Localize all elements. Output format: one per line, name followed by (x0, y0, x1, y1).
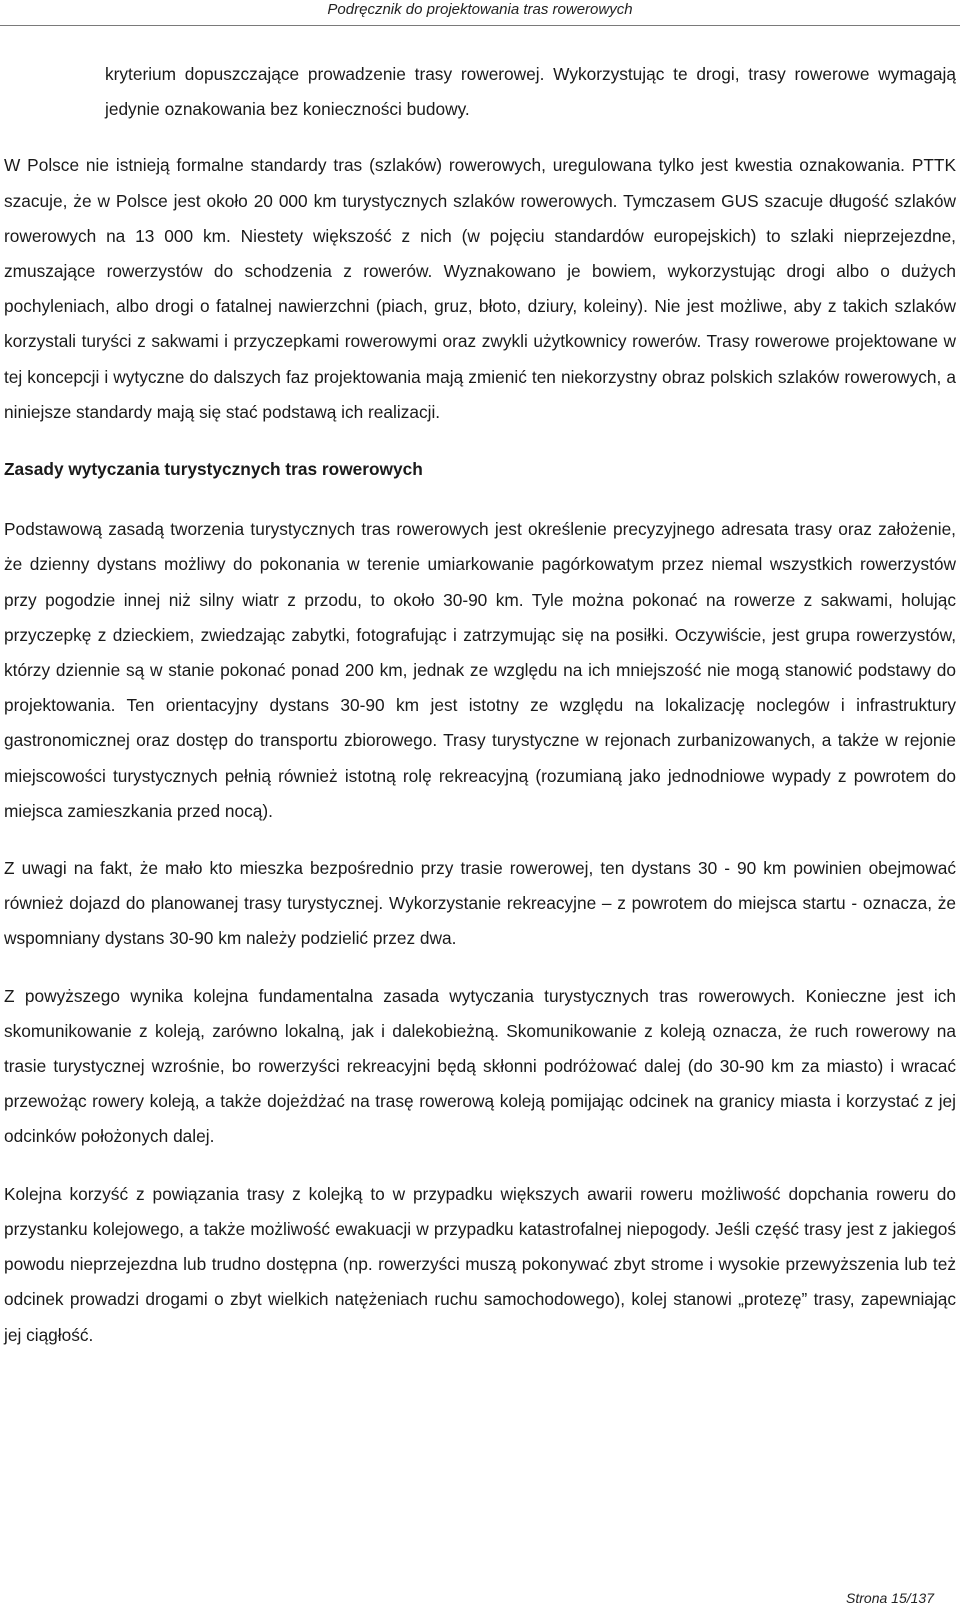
paragraph-principle: Podstawową zasadą tworzenia turystycznych tras rowerowych jest określenie precyzyjnego adresata trasy oraz założenie, że dzienny dystans możliwy do pokonania w terenie umiarkowanie pagórkowatym przez niemal wszystkich rowerzystów przy pogodzie innej niż silny wiatr z przodu, to około 30-90 km. Tyle można pokonać na rowerze z sakwami, holując przyczepkę z dzieckiem, zwiedzając zabytki, fotografując i zatrzymując się na posiłki. Oczywiście, jest grupa rowerzystów, którzy dziennie są w stanie pokonać ponad 200 km, jednak ze względu na ich mniejszość nie mogą stanowić podstawy do projektowania. Ten orientacyjny dystans 30-90 km jest istotny ze względu na lokalizację noclegów i infrastruktury gastronomicznej oraz dostęp do transportu zbiorowego. Trasy turystyczne w rejonach zurbanizowanych, a także w rejonie miejscowości turystycznych pełnią również istotną rolę rekreacyjną (rozumianą jako jednodniowe wypady z powrotem do miejsca zamieszkania przed nocą). (4, 519, 956, 821)
paragraph-distance: Z uwagi na fakt, że mało kto mieszka bezpośrednio przy trasie rowerowej, ten dystans 30 - 90 km powinien obejmować również dojazd do planowanej trasy turystycznej. Wykorzystanie rekreacyjne – z powrotem do miejsca startu - oznacza, że wspomniany dystans 30-90 km należy podzielić przez dwa. (4, 858, 956, 949)
page-number: Strona 15/137 (846, 1590, 934, 1606)
header-divider (0, 25, 960, 26)
paragraph-continuation: kryterium dopuszczające prowadzenie trasy rowerowej. Wykorzystując te drogi, trasy rowerowe wymagają jedynie oznakowania bez konieczności budowy. (105, 64, 956, 120)
document-body (4, 57, 956, 1353)
paragraph-railway: Z powyższego wynika kolejna fundamentalna zasada wytyczania turystycznych tras rowerowych. Konieczne jest ich skomunikowanie z koleją, zarówno lokalną, jak i dalekobieżną. Skomunikowanie z koleją oznacza, że ruch rowerowy na trasie turystycznej wzrośnie, bo rowerzyści rekreacyjni będą skłonni podróżować dalej (do 30-90 km za miasto) i wracać przewożąc rowery koleją, a także dojeżdżać na trasę rowerową koleją pomijając odcinek na granicy miasta i korzystać z jej odcinków położonych dalej. (4, 985, 956, 1147)
paragraph-benefit: Kolejna korzyść z powiązania trasy z kolejką to w przypadku większych awarii roweru możliwość dopchania roweru do przystanku kolejowego, a także możliwość ewakuacji w przypadku katastrofalnej niepogody. Jeśli część trasy jest z jakiegoś powodu nieprzejezdna lub trudno dostępna (np. rowerzyści muszą pokonywać zbyt strome i wysokie przewyższenia lub też odcinek prowadzi drogami o zbyt wielkich natężeniach ruchu samochodowego), kolej stanowi „protezę” trasy, zapewniając jej ciągłość. (4, 1183, 956, 1345)
running-header: Podręcznik do projektowania tras rowerowych (327, 1, 633, 18)
paragraph-standards: W Polsce nie istnieją formalne standardy tras (szlaków) rowerowych, uregulowana tylko jest kwestia oznakowania. PTTK szacuje, że w Polsce jest około 20 000 km turystycznych szlaków rowerowych. Tymczasem GUS szacuje długość szlaków rowerowych na 13 000 km. Niestety większość z nich (w pojęciu standardów europejskich) to szlaki nieprzejezdne, zmuszające rowerzystów do schodzenia z rowerów. Wyznakowano je bowiem, wykorzystując drogi albo o dużych pochyleniach, albo drogi o fatalnej nawierzchni (piach, gruz, błoto, dziury, koleiny). Nie jest możliwe, aby z takich szlaków korzystali turyści z sakwami i przyczepkami rowerowymi oraz zwykli użytkownicy rowerów. Trasy rowerowe projektowane w tej koncepcji i wytyczne do dalszych faz projektowania mają zmienić ten niekorzystny obraz polskich szlaków rowerowych, a niniejsze standardy mają się stać podstawą ich realizacji. (4, 155, 956, 422)
section-heading: Zasady wytyczania turystycznych tras rowerowych (4, 459, 423, 480)
